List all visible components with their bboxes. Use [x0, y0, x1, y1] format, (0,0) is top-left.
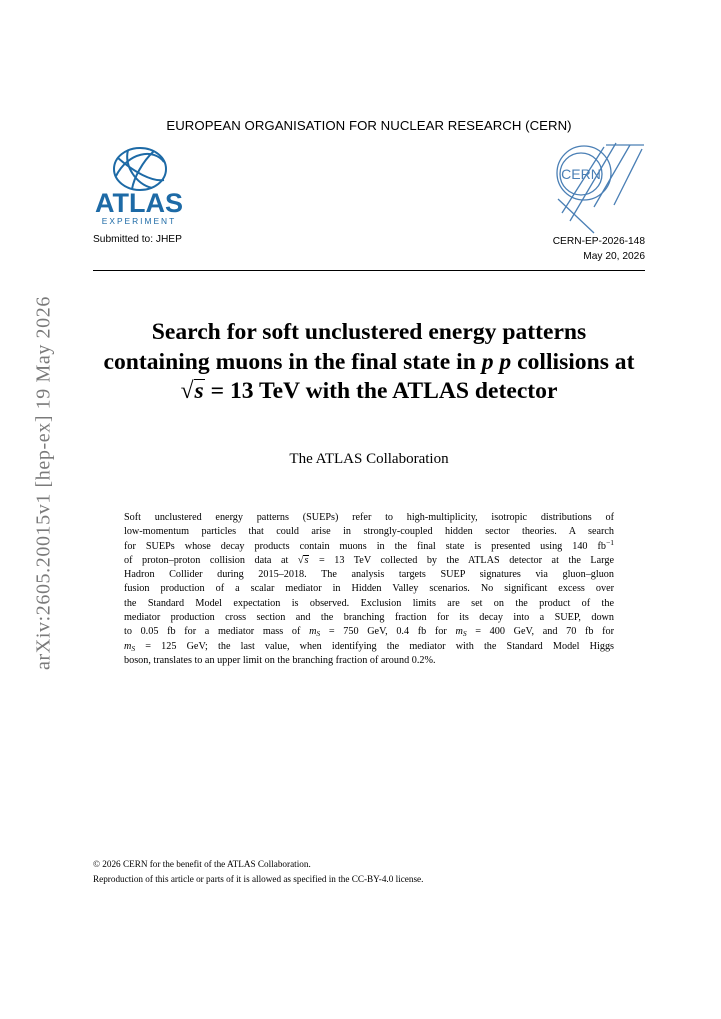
footer — [93, 857, 423, 887]
organisation-heading: EUROPEAN ORGANISATION FOR NUCLEAR RESEARCH (CERN) — [166, 118, 572, 133]
abstract-line: boson, translates to an upper limit on the branching fraction of around 0.2%. — [124, 654, 436, 666]
abstract-line: $m_S = 125$ GeV; the last value, when identifying the mediator with the Standard Model Higgs — [124, 640, 614, 653]
abstract — [124, 511, 614, 668]
abstract-line: the Standard Model expectation is observed. Exclusion limits are set on the product of the — [124, 597, 614, 609]
svg-text:EXPERIMENT: EXPERIMENT — [101, 216, 177, 226]
report-date: May 20, 2026 — [583, 251, 645, 262]
title-line-2: containing muons in the final state in p p collisions at — [103, 348, 635, 375]
abstract-line: for SUEPs whose decay products contain muons in the final state is presented using 140 $fb^{-1}$ — [124, 537, 614, 552]
abstract-line: low-momentum particles that could arise in strongly-coupled hidden sector theories. A search — [124, 526, 614, 538]
title-line-1: Search for soft unclustered energy patterns — [151, 319, 587, 345]
abstract-line: Hadron Collider during 2015–2018. The analysis targets SUEP signatures via gluon–gluon — [124, 569, 614, 581]
atlas-experiment-logo-icon — [94, 142, 184, 230]
title-line-3: √s = 13 TeV with the ATLAS detector — [180, 378, 558, 404]
paper-title — [80, 318, 658, 407]
license-notice: Reproduction of this article or parts of it is allowed as specified in the CC-BY-4.0 license. — [93, 874, 424, 884]
abstract-line: to 0.05 fb for a mediator mass of $m_S = 750$ GeV, 0.4 fb for $m_S = 400$ GeV, and 70 fb for — [124, 626, 614, 639]
svg-text:CERN: CERN — [561, 166, 601, 182]
svg-text:ATLAS: ATLAS — [95, 188, 183, 218]
arxiv-stamp: arXiv:2605.20015v1 [hep-ex] 19 May 2026 — [32, 296, 55, 670]
copyright-notice: © 2026 CERN for the benefit of the ATLAS Collaboration. — [93, 859, 311, 869]
cern-logo-icon — [554, 139, 646, 235]
abstract-line: fusion production of a scalar mediator in Hidden Valley scenarios. No significant excess over — [124, 583, 614, 595]
pp-symbol: p p — [481, 348, 512, 375]
submitted-to: Submitted to: JHEP — [93, 234, 182, 245]
report-info — [553, 234, 645, 264]
header-divider — [93, 270, 645, 271]
author-list: The ATLAS Collaboration — [289, 451, 449, 467]
report-number: CERN-EP-2026-148 — [552, 236, 645, 247]
abstract-line: mediator production cross section and the branching fraction for its decay into a SUEP, down — [124, 612, 614, 624]
abstract-line: of proton–proton collision data at √s = 13 TeV collected by the ATLAS detector at the Large — [124, 554, 614, 566]
abstract-line: Soft unclustered energy patterns (SUEPs) refer to high-multiplicity, isotropic distributions of — [124, 512, 614, 523]
